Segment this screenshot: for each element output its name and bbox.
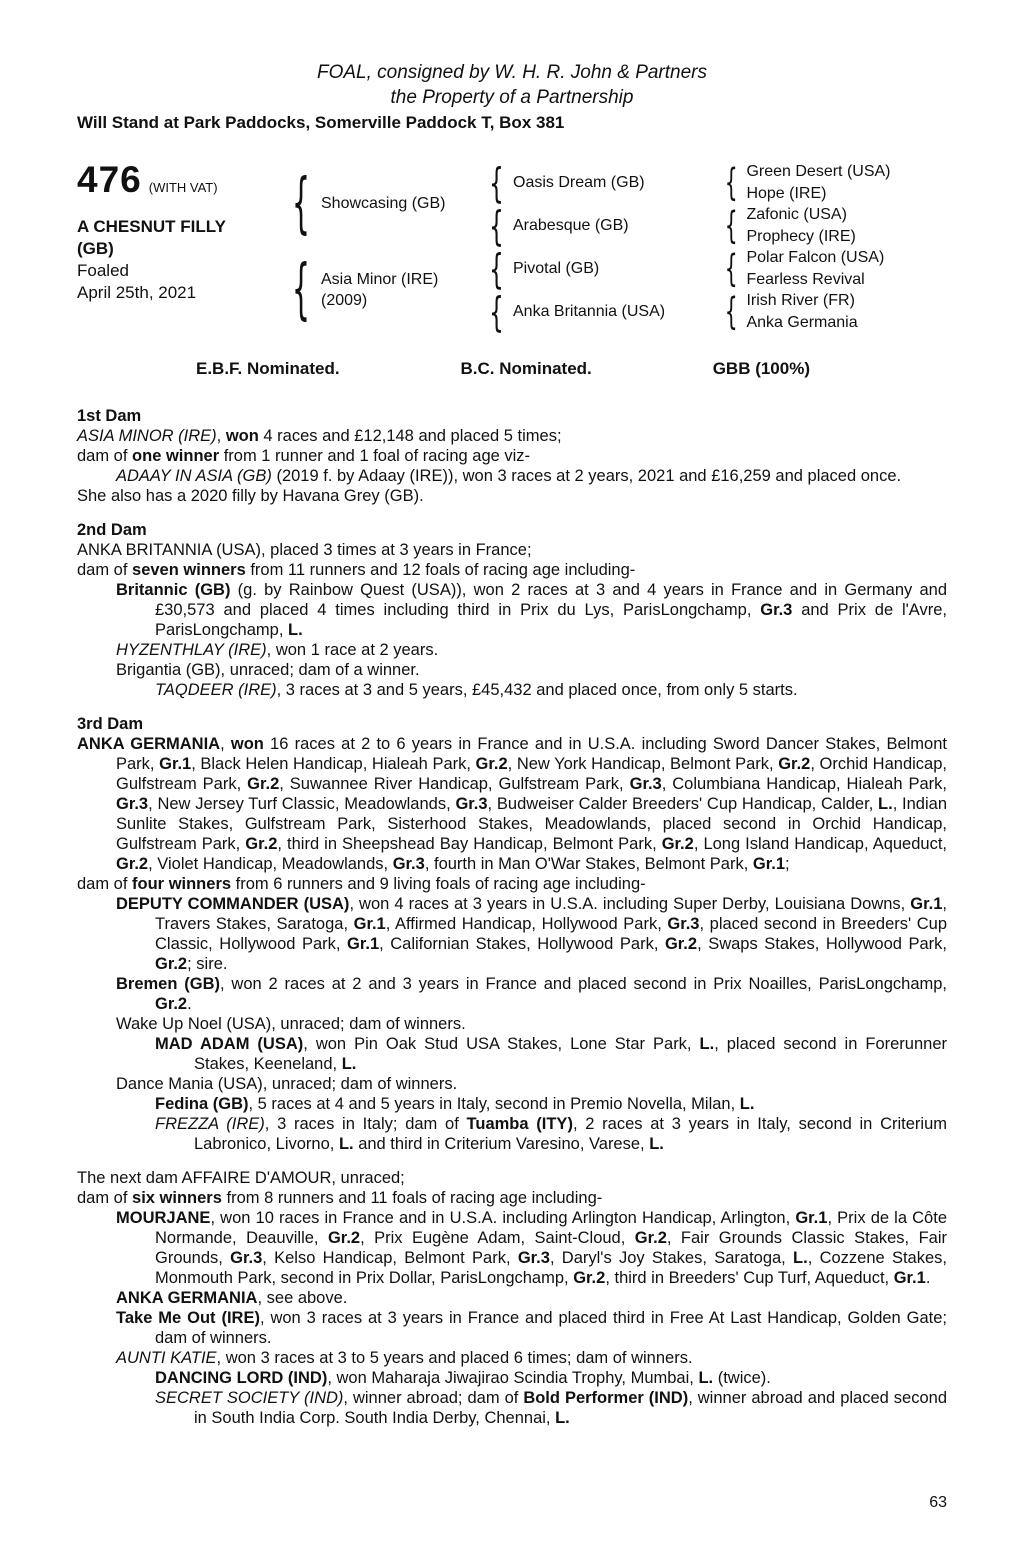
great-grandsire: Green Desert (USA)	[746, 163, 891, 180]
great-grandparent-names	[746, 290, 857, 333]
pedigree-paragraph: Take Me Out (IRE), won 3 races at 3 years in France and placed third in Free At Last Handicap, Golden Gate; dam of winners.	[116, 1309, 947, 1347]
brace-icon: {	[291, 165, 311, 242]
grandsire-name: Pivotal (GB)	[513, 259, 600, 277]
pedigree-paragraph: ANKA GERMANIA, won 16 races at 2 to 6 years in France and in U.S.A. including Sword Dancer Stakes, Belmont Park, Gr.1, Black Helen Handicap, Hialeah Park, Gr.2, New York Handicap, Belmont Park, Gr.2, Orchid Handicap, Gulfstream Park, Gr.2, Suwannee River Handicap, Gulfstream Park, Gr.3, Columbiana Handicap, Hialeah Park, Gr.3, New Jersey Turf Classic, Meadowlands, Gr.3, Budweiser Calder Breeders' Cup Handicap, Calder, L., Indian Sunlite Stakes, Gulfstream Park, Sisterhood Stakes, Meadowlands, placed second in Orchid Handicap, Gulfstream Park, Gr.2, third in Sheepshead Bay Handicap, Belmont Park, Gr.2, Long Island Handicap, Aqueduct, Gr.2, Violet Handicap, Meadowlands, Gr.3, fourth in Man O'War Stakes, Belmont Park, Gr.1;	[77, 735, 948, 873]
first-dam	[77, 406, 947, 506]
dam-name: Asia Minor (IRE)	[321, 270, 439, 288]
pedigree-text	[77, 406, 947, 1428]
lot-info	[77, 159, 287, 333]
great-grandparents-pair-2	[722, 204, 947, 247]
great-granddam: Anka Germania	[746, 313, 858, 331]
pedigree-sire	[287, 161, 486, 247]
granddam-name: Arabesque (GB)	[513, 216, 629, 234]
pedigree-granddam-2	[486, 287, 722, 336]
pedigree-paragraph: dam of four winners from 6 runners and 9 living foals of racing age including-	[77, 875, 646, 893]
great-granddam: Prophecy (IRE)	[746, 227, 856, 245]
next-dam	[77, 1168, 947, 1428]
pedigree-paragraph: ANKA GERMANIA, see above.	[116, 1289, 348, 1307]
section-heading: 2nd Dam	[77, 521, 147, 539]
pedigree-grandsire-2	[486, 244, 722, 293]
pedigree-paragraph: DEPUTY COMMANDER (USA), won 4 races at 3 years in U.S.A. including Super Derby, Louisiana Downs, Gr.1, Travers Stakes, Saratoga, Gr.1, Affirmed Handicap, Hollywood Park, Gr.3, placed second in Breeders' Cup Classic, Hollywood Park, Gr.1, Californian Stakes, Hollywood Park, Gr.2, Swaps Stakes, Hollywood Park, Gr.2; sire.	[116, 895, 947, 973]
section-heading: 3rd Dam	[77, 715, 144, 733]
pedigree-tree	[287, 158, 947, 336]
brace-icon: {	[291, 251, 311, 328]
property-line: the Property of a Partnership	[390, 87, 634, 108]
lot-description-line1: A CHESNUT FILLY	[77, 217, 226, 236]
pedigree-paragraph: Britannic (GB) (g. by Rainbow Quest (USA)), won 2 races at 3 and 4 years in France and in Germany and £30,573 and placed 4 times including third in Prix du Lys, ParisLongchamp, Gr.3 and Prix de l'Avre, ParisLongchamp, L.	[116, 581, 948, 639]
brace-icon: {	[724, 159, 738, 204]
pedigree-paragraph: dam of one winner from 1 runner and 1 foal of racing age viz-	[77, 447, 531, 465]
brace-icon: {	[489, 244, 504, 293]
pedigree-paragraph: SECRET SOCIETY (IND), winner abroad; dam of Bold Performer (IND), winner abroad and placed second in South India Corp. South India Derby, Chennai, L.	[155, 1389, 947, 1427]
page-number: 63	[929, 1494, 947, 1511]
granddam-name: Anka Britannia (USA)	[513, 302, 666, 320]
gbb-note: GBB (100%)	[712, 359, 810, 378]
pedigree-paragraph: ADAAY IN ASIA (GB) (2019 f. by Adaay (IRE)), won 3 races at 2 years, 2021 and £16,259 and placed once.	[116, 467, 902, 485]
dam-year: (2009)	[321, 292, 368, 309]
pedigree-paragraph: TAQDEER (IRE), 3 races at 3 and 5 years, £45,432 and placed once, from only 5 starts.	[155, 681, 798, 699]
stand-location-line: Will Stand at Park Paddocks, Somerville Paddock T, Box 381	[77, 113, 565, 132]
pedigree-block	[77, 158, 947, 336]
pedigree-granddam-1	[486, 201, 722, 250]
pedigree-paragraph: Bremen (GB), won 2 races at 2 and 3 years in France and placed second in Prix Noailles, ParisLongchamp, Gr.2.	[116, 975, 948, 1013]
foaled-info	[77, 260, 287, 304]
sire-name: Showcasing (GB)	[321, 195, 446, 212]
pedigree-grandsire-1	[486, 158, 722, 207]
brace-icon: {	[489, 201, 504, 250]
lot-vat-note: (WITH VAT)	[148, 180, 218, 195]
bc-nominated: B.C. Nominated.	[460, 359, 592, 378]
pedigree-paragraph: Wake Up Noel (USA), unraced; dam of winners.	[116, 1015, 466, 1033]
pedigree-paragraph: dam of seven winners from 11 runners and 12 foals of racing age including-	[77, 561, 636, 579]
great-grandsire: Irish River (FR)	[746, 292, 855, 309]
dam-name-block	[321, 269, 438, 312]
second-dam	[77, 520, 947, 700]
brace-icon: {	[489, 287, 504, 336]
pedigree-paragraph: AUNTI KATIE, won 3 races at 3 to 5 years and placed 6 times; dam of winners.	[116, 1349, 693, 1367]
brace-icon: {	[724, 245, 738, 290]
ebf-nominated: E.B.F. Nominated.	[196, 359, 340, 378]
great-granddam: Hope (IRE)	[746, 184, 827, 202]
pedigree-paragraph: MAD ADAM (USA), won Pin Oak Stud USA Stakes, Lone Star Park, L., placed second in Forerunner Stakes, Keeneland, L.	[155, 1035, 947, 1073]
pedigree-paragraph: ANKA BRITANNIA (USA), placed 3 times at 3 years in France;	[77, 541, 532, 559]
foaled-label: Foaled	[77, 261, 129, 280]
great-grandparent-names	[746, 161, 890, 204]
lot-description-line2: (GB)	[77, 239, 114, 258]
great-grandparent-names	[746, 247, 884, 290]
lot-description	[77, 216, 287, 260]
lot-number: 476	[77, 159, 142, 200]
pedigree-paragraph: FREZZA (IRE), 3 races in Italy; dam of Tuamba (ITY), 2 races at 3 years in Italy, second in Criterium Labronico, Livorno, L. and third in Criterium Varesino, Varese, L.	[155, 1115, 948, 1153]
great-grandsire: Polar Falcon (USA)	[746, 249, 885, 266]
brace-icon: {	[724, 202, 738, 247]
nominations-row	[77, 359, 947, 379]
pedigree-paragraph: Fedina (GB), 5 races at 4 and 5 years in Italy, second in Premio Novella, Milan, L.	[155, 1095, 755, 1113]
pedigree-paragraph: Dance Mania (USA), unraced; dam of winners.	[116, 1075, 458, 1093]
great-granddam: Fearless Revival	[746, 270, 865, 288]
third-dam	[77, 714, 947, 1154]
pedigree-paragraph: She also has a 2020 filly by Havana Grey (GB).	[77, 487, 424, 505]
pedigree-paragraph: The next dam AFFAIRE D'AMOUR, unraced;	[77, 1169, 405, 1187]
lot-number-row	[77, 159, 287, 201]
section-heading: 1st Dam	[77, 407, 142, 425]
foaled-date: April 25th, 2021	[77, 283, 197, 302]
pedigree-paragraph: MOURJANE, won 10 races in France and in U.S.A. including Arlington Handicap, Arlington, Gr.1, Prix de la Côte Normande, Deauville, Gr.2, Prix Eugène Adam, Saint-Cloud, Gr.2, Fair Grounds Classic Stakes, Fair Grounds, Gr.3, Kelso Handicap, Belmont Park, Gr.3, Daryl's Joy Stakes, Saratoga, L., Cozzene Stakes, Monmouth Park, second in Prix Dollar, ParisLongchamp, Gr.2, third in Breeders' Cup Turf, Aqueduct, Gr.1.	[116, 1209, 947, 1287]
grandsire-name: Oasis Dream (GB)	[513, 173, 645, 191]
brace-icon: {	[724, 288, 738, 333]
pedigree-paragraph: ASIA MINOR (IRE), won 4 races and £12,148 and placed 5 times;	[77, 427, 562, 445]
pedigree-paragraph: HYZENTHLAY (IRE), won 1 race at 2 years.	[116, 641, 439, 659]
pedigree-paragraph: Brigantia (GB), unraced; dam of a winner.	[116, 661, 420, 679]
great-grandsire: Zafonic (USA)	[746, 206, 847, 223]
pedigree-paragraph: DANCING LORD (IND), won Maharaja Jiwajirao Scindia Trophy, Mumbai, L. (twice).	[155, 1369, 771, 1387]
great-grandparents-pair-1	[722, 161, 947, 204]
great-grandparent-names	[746, 204, 855, 247]
brace-icon: {	[489, 158, 504, 207]
pedigree-dam	[287, 247, 486, 333]
pedigree-paragraph: dam of six winners from 8 runners and 11 foals of racing age including-	[77, 1189, 603, 1207]
great-grandparents-pair-3	[722, 247, 947, 290]
consignor-line: FOAL, consigned by W. H. R. John & Partners	[316, 62, 707, 83]
great-grandparents-pair-4	[722, 290, 947, 333]
